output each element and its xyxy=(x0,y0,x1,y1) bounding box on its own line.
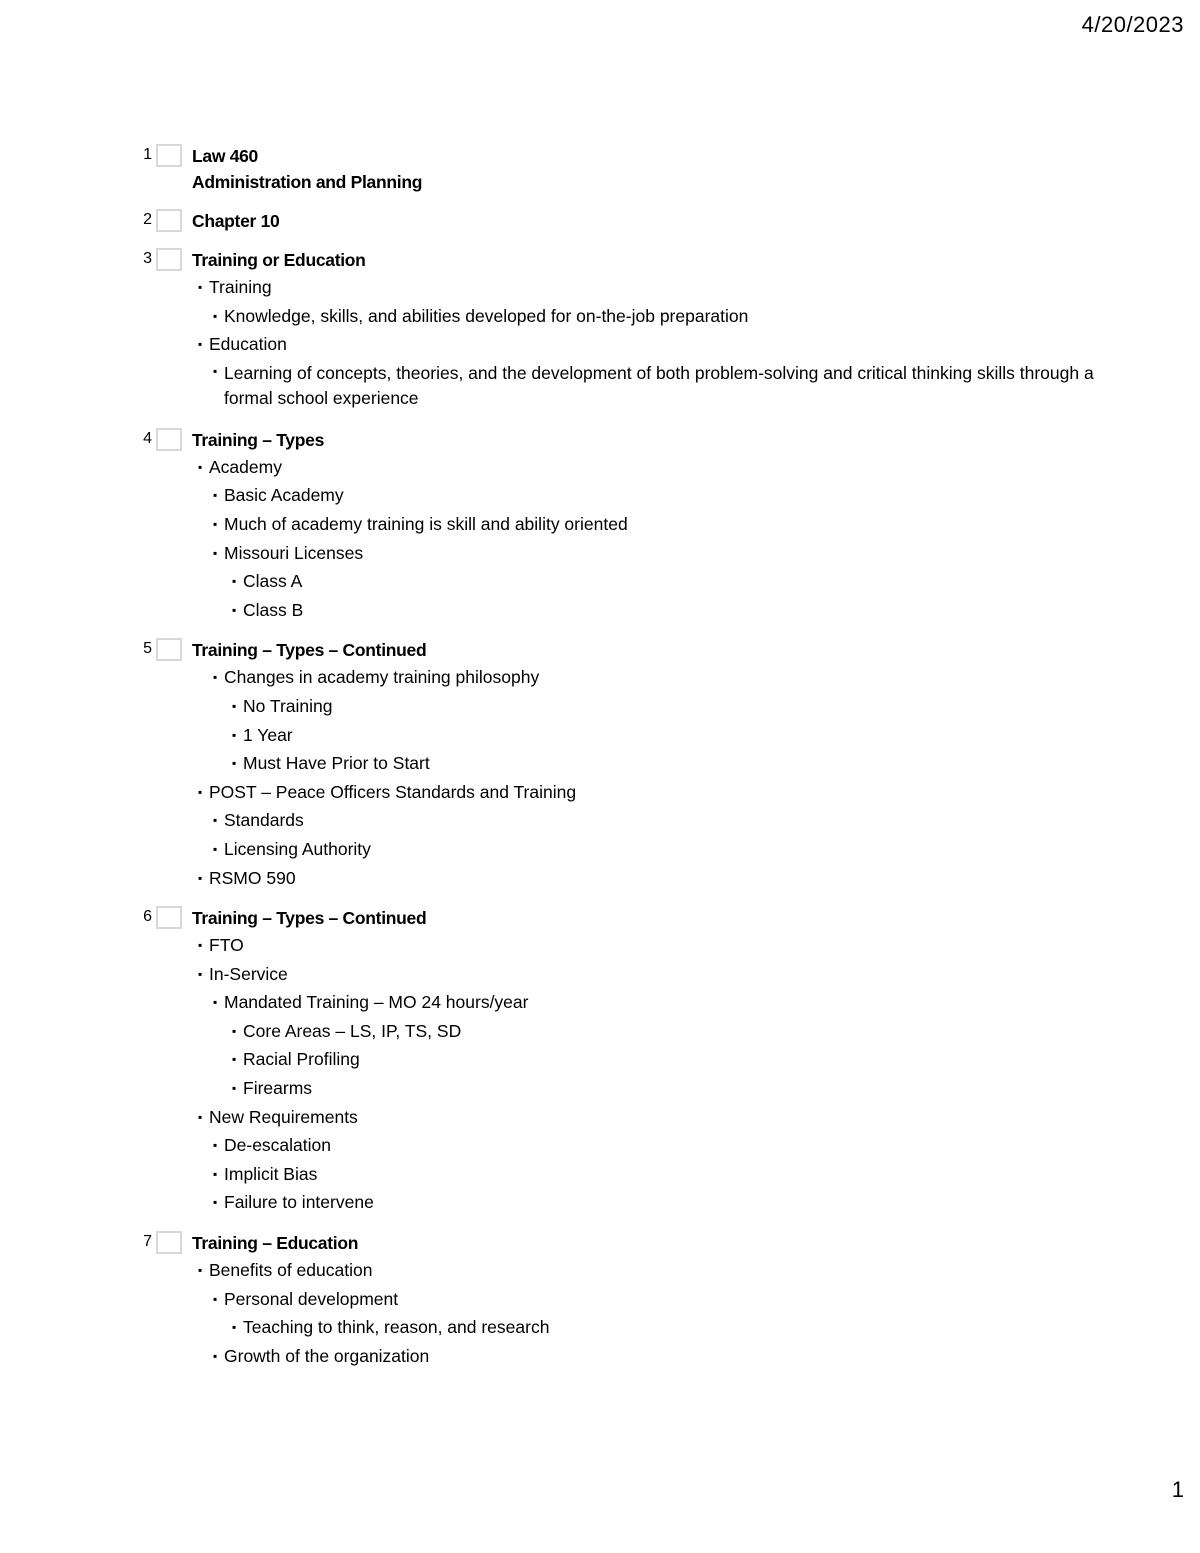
bullet-text: Missouri Licenses xyxy=(224,542,364,563)
bullet-icon: ▪ xyxy=(213,813,218,828)
slide-entry xyxy=(0,637,1100,892)
bullet-icon: ▪ xyxy=(198,1109,203,1124)
print-date: 4/20/2023 xyxy=(1081,12,1184,37)
bullet-text: Standards xyxy=(224,810,304,831)
bullet-item xyxy=(192,1017,1100,1046)
slide-number: 5 xyxy=(143,640,152,658)
slide-title xyxy=(192,637,1100,663)
slide-thumbnail-icon[interactable] xyxy=(156,1231,182,1254)
slide-title xyxy=(192,427,1100,453)
bullet-text: Racial Profiling xyxy=(243,1049,360,1070)
slide-number: 6 xyxy=(143,908,152,926)
bullet-text: Firearms xyxy=(243,1078,313,1099)
bullet-icon: ▪ xyxy=(213,1138,218,1153)
slide-header xyxy=(143,247,1100,273)
bullet-icon: ▪ xyxy=(198,784,203,799)
bullet-item xyxy=(192,510,1100,539)
bullet-item xyxy=(192,567,1100,596)
bullet-icon: ▪ xyxy=(232,727,237,742)
bullet-text: Teaching to think, reason, and research xyxy=(243,1317,550,1338)
bullet-icon: ▪ xyxy=(213,670,218,685)
bullet-text: POST – Peace Officers Standards and Training xyxy=(209,781,577,802)
slide-title xyxy=(192,1230,1100,1256)
bullet-text: Class B xyxy=(243,599,304,620)
bullet-icon: ▪ xyxy=(213,363,218,378)
bullet-icon: ▪ xyxy=(198,337,203,352)
bullet-item xyxy=(192,663,1100,692)
bullet-icon: ▪ xyxy=(198,280,203,294)
slide-title-text: Training – Education xyxy=(192,1233,359,1254)
slide-entry xyxy=(0,427,1100,625)
slide-title-text: Chapter 10 xyxy=(192,211,280,231)
bullet-text: In-Service xyxy=(209,963,288,984)
slide-header xyxy=(143,905,1100,931)
bullet-icon: ▪ xyxy=(232,698,237,713)
bullet-icon: ▪ xyxy=(213,488,218,503)
bullet-item xyxy=(192,453,1100,482)
bullet-item xyxy=(192,864,1100,893)
bullet-icon: ▪ xyxy=(198,966,203,981)
bullet-icon: ▪ xyxy=(213,308,218,323)
bullet-item xyxy=(192,1313,1100,1342)
slide-thumbnail-icon[interactable] xyxy=(156,209,182,232)
bullet-text: Implicit Bias xyxy=(224,1163,318,1184)
bullet-list xyxy=(192,453,1100,625)
slide-title xyxy=(192,143,1100,195)
bullet-text: Must Have Prior to Start xyxy=(243,753,430,774)
bullet-icon: ▪ xyxy=(198,938,203,953)
bullet-icon: ▪ xyxy=(198,1263,203,1278)
bullet-icon: ▪ xyxy=(213,545,218,560)
slide-number: 7 xyxy=(143,1233,152,1251)
slide-number: 1 xyxy=(143,146,152,163)
slide-header xyxy=(143,637,1100,663)
bullet-text: Basic Academy xyxy=(224,485,344,506)
slide-entry xyxy=(0,247,1100,414)
bullet-text: Benefits of education xyxy=(209,1260,373,1281)
slide-header xyxy=(143,208,1100,234)
bullet-icon: ▪ xyxy=(232,1052,237,1067)
slide-title-text: Law 460 xyxy=(192,146,258,166)
bullet-text: Education xyxy=(209,334,287,355)
bullet-list xyxy=(192,1256,1100,1370)
slide-title-text: Training – Types – Continued xyxy=(192,908,427,929)
slide-subtitle-text: Administration and Planning xyxy=(192,172,423,192)
bullet-list xyxy=(192,273,1100,414)
bullet-item xyxy=(192,273,1100,302)
bullet-item xyxy=(192,749,1100,778)
bullet-text: Knowledge, skills, and abilities developed for on-the-job preparation xyxy=(224,305,749,326)
bullet-text: New Requirements xyxy=(209,1106,358,1127)
bullet-icon: ▪ xyxy=(213,1166,218,1181)
bullet-icon: ▪ xyxy=(232,1023,237,1038)
bullet-item xyxy=(192,1342,1100,1371)
bullet-text: Much of academy training is skill and ability oriented xyxy=(224,513,628,534)
slide-outline xyxy=(0,143,1100,1383)
bullet-icon: ▪ xyxy=(232,574,237,589)
bullet-icon: ▪ xyxy=(198,459,203,474)
bullet-text: Learning of concepts, theories, and the development of both problem-solving and critical thinking skills through a formal school experience xyxy=(224,362,1094,409)
slide-title-text: Training – Types xyxy=(192,429,324,450)
bullet-item xyxy=(192,1131,1100,1160)
bullet-item xyxy=(192,481,1100,510)
bullet-text: Class A xyxy=(243,571,303,592)
bullet-item xyxy=(192,931,1100,960)
bullet-icon: ▪ xyxy=(213,1348,218,1363)
bullet-item xyxy=(192,1285,1100,1314)
bullet-text: Personal development xyxy=(224,1288,399,1309)
bullet-icon: ▪ xyxy=(232,1081,237,1096)
bullet-text: Mandated Training – MO 24 hours/year xyxy=(224,992,529,1013)
slide-entry xyxy=(0,208,1100,234)
bullet-icon: ▪ xyxy=(213,1195,218,1210)
bullet-text: Failure to intervene xyxy=(224,1192,374,1213)
bullet-list xyxy=(192,931,1100,1217)
bullet-icon: ▪ xyxy=(232,602,237,617)
bullet-item xyxy=(192,721,1100,750)
bullet-icon: ▪ xyxy=(213,841,218,856)
bullet-icon: ▪ xyxy=(213,995,218,1010)
bullet-item xyxy=(192,539,1100,568)
slide-title-text: Training or Education xyxy=(192,250,366,270)
slide-number: 4 xyxy=(143,429,152,447)
slide-header xyxy=(143,1230,1100,1256)
bullet-item xyxy=(192,835,1100,864)
bullet-text: Core Areas – LS, IP, TS, SD xyxy=(243,1020,462,1041)
bullet-text: Training xyxy=(209,277,272,297)
bullet-item xyxy=(192,1256,1100,1285)
slide-title xyxy=(192,247,1100,273)
slide-title-text: Training – Types – Continued xyxy=(192,640,427,661)
bullet-text: De-escalation xyxy=(224,1135,331,1156)
bullet-item xyxy=(192,330,1100,359)
bullet-item xyxy=(192,1045,1100,1074)
slide-title xyxy=(192,208,1100,234)
bullet-text: RSMO 590 xyxy=(209,867,296,888)
bullet-list xyxy=(192,663,1100,892)
slide-header xyxy=(143,143,1100,195)
bullet-icon: ▪ xyxy=(213,1291,218,1306)
bullet-text: No Training xyxy=(243,695,333,716)
bullet-text: Changes in academy training philosophy xyxy=(224,667,540,688)
slide-number: 3 xyxy=(143,250,152,267)
bullet-item xyxy=(192,960,1100,989)
bullet-item xyxy=(192,1103,1100,1132)
slide-header xyxy=(143,427,1100,453)
bullet-item xyxy=(192,596,1100,625)
bullet-item xyxy=(192,692,1100,721)
slide-entry xyxy=(0,1230,1100,1370)
slide-entry xyxy=(0,143,1100,195)
slide-thumbnail-icon[interactable] xyxy=(156,638,182,661)
slide-thumbnail-icon[interactable] xyxy=(156,144,182,167)
bullet-text: Growth of the organization xyxy=(224,1345,430,1366)
bullet-icon: ▪ xyxy=(213,516,218,531)
slide-thumbnail-icon[interactable] xyxy=(156,248,182,271)
bullet-item xyxy=(192,778,1100,807)
bullet-text: 1 Year xyxy=(243,724,293,745)
page-number: 1 xyxy=(1171,1477,1184,1502)
bullet-text: FTO xyxy=(209,935,244,956)
slide-title xyxy=(192,905,1100,931)
bullet-text: Licensing Authority xyxy=(224,838,371,859)
bullet-item xyxy=(192,302,1100,331)
bullet-text: Academy xyxy=(209,456,282,477)
slide-thumbnail-icon[interactable] xyxy=(156,906,182,929)
slide-thumbnail-icon[interactable] xyxy=(156,428,182,451)
slide-number: 2 xyxy=(143,211,152,228)
bullet-icon: ▪ xyxy=(232,1320,237,1335)
bullet-item xyxy=(192,359,1100,414)
bullet-item xyxy=(192,1074,1100,1103)
bullet-item xyxy=(192,806,1100,835)
bullet-item xyxy=(192,1160,1100,1189)
bullet-item xyxy=(192,988,1100,1017)
slide-entry xyxy=(0,905,1100,1217)
bullet-item xyxy=(192,1188,1100,1217)
bullet-icon: ▪ xyxy=(198,870,203,885)
bullet-icon: ▪ xyxy=(232,756,237,771)
